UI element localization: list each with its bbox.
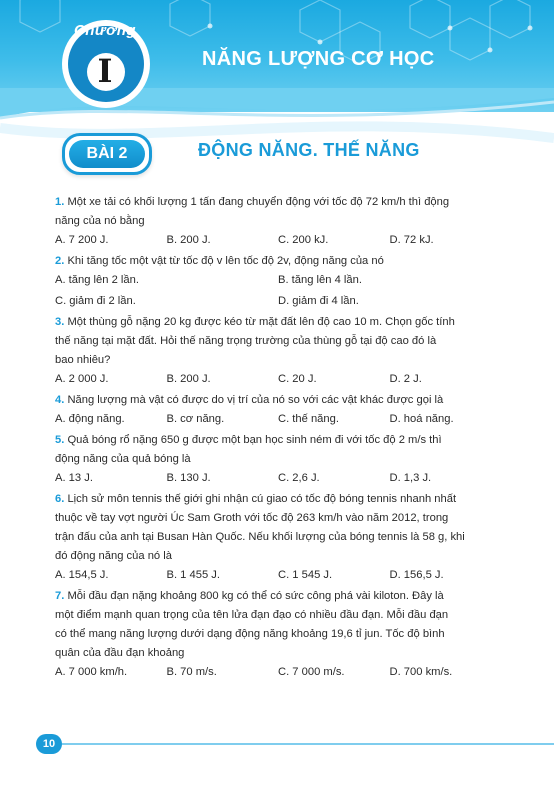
- question-text: Quả bóng rổ nặng 650 g được một bạn học sinh ném đi với tốc độ 2 m/s thì: [67, 434, 442, 446]
- question-text: Khi tăng tốc một vật từ tốc độ v lên tốc độ 2v, động năng của nó: [67, 255, 384, 267]
- lesson-label: BÀI 2: [69, 140, 145, 168]
- question-number: 2.: [55, 255, 65, 267]
- options-row: [55, 663, 501, 682]
- answer-option: C. 2,6 J.: [278, 472, 320, 484]
- answer-option: D. 700 km/s.: [389, 666, 453, 678]
- answer-option: A. tăng lên 2 lần.: [55, 274, 139, 286]
- question-text: quân của đầu đạn khoảng: [55, 647, 185, 659]
- answer-option: B. 200 J.: [166, 234, 211, 246]
- answer-option: A. 7 200 J.: [55, 234, 109, 246]
- question-7: [55, 587, 501, 682]
- question-2: [55, 252, 501, 311]
- chapter-number: I: [97, 52, 113, 90]
- question-6: [55, 490, 501, 585]
- question-number: 3.: [55, 316, 65, 328]
- question-text-line: [55, 212, 501, 231]
- chapter-title: NĂNG LƯỢNG CƠ HỌC: [202, 48, 435, 70]
- answer-option: A. 2 000 J.: [55, 373, 109, 385]
- answer-option: D. 1,3 J.: [389, 472, 432, 484]
- answer-option: D. 156,5 J.: [389, 569, 444, 581]
- answer-option: B. 200 J.: [166, 373, 211, 385]
- question-text-line: [55, 351, 501, 370]
- question-text-line: [55, 509, 501, 528]
- options-row: [55, 410, 501, 429]
- question-text: Một thùng gỗ nặng 20 kg được kéo từ mặt đất lên độ cao 10 m. Chọn gốc tính: [67, 316, 455, 328]
- question-text-line: [55, 313, 501, 332]
- options-row: [55, 292, 501, 311]
- question-text: Lịch sử môn tennis thế giới ghi nhận cú giao có tốc độ bóng tennis nhanh nhất: [67, 493, 457, 505]
- answer-option: A. 7 000 km/h.: [55, 666, 128, 678]
- question-text-line: [55, 644, 501, 663]
- options-row: [55, 271, 501, 290]
- answer-option: C. thế năng.: [278, 413, 339, 425]
- question-1: [55, 193, 501, 250]
- answer-option: C. 7 000 m/s.: [278, 666, 345, 678]
- question-number: 4.: [55, 394, 65, 406]
- page-number: 10: [36, 734, 62, 754]
- question-text-line: [55, 252, 501, 271]
- question-text-line: [55, 391, 501, 410]
- question-text: năng của nó bằng: [55, 215, 145, 227]
- question-text-line: [55, 547, 501, 566]
- question-text-line: [55, 587, 501, 606]
- answer-option: D. hoá năng.: [389, 413, 454, 425]
- answer-option: C. 200 kJ.: [278, 234, 329, 246]
- answer-option: D. 2 J.: [389, 373, 422, 385]
- options-row: [55, 231, 501, 250]
- question-text-line: [55, 606, 501, 625]
- question-text: có thể mang năng lượng dưới dạng động năng khoảng 19,6 tỉ jun. Tốc độ bình: [55, 628, 445, 640]
- answer-option: C. 20 J.: [278, 373, 317, 385]
- question-number: 6.: [55, 493, 65, 505]
- question-text: Năng lượng mà vật có được do vị trí của nó so với các vật khác được gọi là: [67, 394, 444, 406]
- question-list: [55, 193, 501, 684]
- question-text-line: [55, 625, 501, 644]
- question-number: 5.: [55, 434, 65, 446]
- answer-option: B. cơ năng.: [166, 413, 225, 425]
- question-text: Mỗi đầu đạn nặng khoảng 800 kg có thể có sức công phá vài kiloton. Đây là: [67, 590, 444, 602]
- question-text-line: [55, 528, 501, 547]
- question-text-line: [55, 332, 501, 351]
- question-text: động năng của quả bóng là: [55, 453, 191, 465]
- answer-option: B. 1 455 J.: [166, 569, 220, 581]
- chapter-word: Chương: [73, 22, 137, 39]
- question-text: thuộc về tay vợt người Úc Sam Groth với tốc độ 263 km/h vào năm 2012, trong: [55, 512, 449, 524]
- question-text-line: [55, 490, 501, 509]
- answer-option: B. 130 J.: [166, 472, 211, 484]
- question-text-line: [55, 193, 501, 212]
- question-3: [55, 313, 501, 389]
- question-text-line: [55, 450, 501, 469]
- answer-option: D. giảm đi 4 lần.: [278, 295, 359, 307]
- question-text: một điểm mạnh quan trọng của tên lửa đạn đạo có nhiều đầu đạn. Mỗi đầu đạn: [55, 609, 449, 621]
- answer-option: A. động năng.: [55, 413, 125, 425]
- question-text: thế năng tại mặt đất. Hỏi thế năng trọng trường của thùng gỗ tại độ cao đó là: [55, 335, 437, 347]
- question-text: đó động năng của nó là: [55, 550, 172, 562]
- question-number: 1.: [55, 196, 65, 208]
- answer-option: C. 1 545 J.: [278, 569, 333, 581]
- answer-option: D. 72 kJ.: [389, 234, 434, 246]
- options-row: [55, 469, 501, 488]
- answer-option: A. 154,5 J.: [55, 569, 109, 581]
- question-5: [55, 431, 501, 488]
- question-number: 7.: [55, 590, 65, 602]
- question-text-line: [55, 431, 501, 450]
- options-row: [55, 370, 501, 389]
- answer-option: B. 70 m/s.: [166, 666, 217, 678]
- answer-option: B. tăng lên 4 lần.: [278, 274, 362, 286]
- answer-option: C. giảm đi 2 lần.: [55, 295, 136, 307]
- question-text: Một xe tải có khối lượng 1 tấn đang chuyển động với tốc độ 72 km/h thì động: [67, 196, 450, 208]
- question-text: trận đấu của anh tại Busan Hàn Quốc. Nếu khối lượng của bóng tennis là 58 g, khi: [55, 531, 465, 543]
- answer-option: A. 13 J.: [55, 472, 93, 484]
- question-4: [55, 391, 501, 429]
- lesson-badge: [62, 133, 152, 175]
- lesson-title: ĐỘNG NĂNG. THẾ NĂNG: [198, 140, 420, 160]
- footer-line: [62, 743, 554, 745]
- question-text: bao nhiêu?: [55, 354, 111, 366]
- options-row: [55, 566, 501, 585]
